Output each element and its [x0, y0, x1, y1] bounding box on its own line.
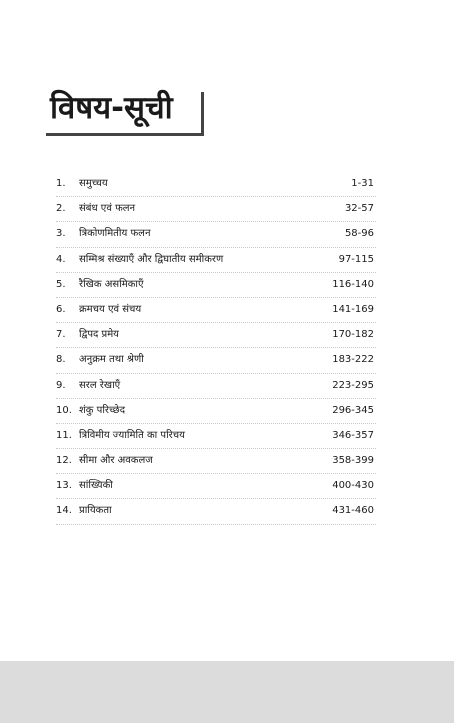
toc-chapter-title: त्रिकोणमितीय फलन — [79, 228, 151, 240]
toc-chapter-title: अनुक्रम तथा श्रेणी — [79, 354, 144, 366]
toc-chapter-title: सांख्यिकी — [79, 480, 113, 492]
toc-page-range: 1-31 — [351, 178, 374, 189]
toc-row[interactable] — [56, 197, 376, 222]
toc-number: 12. — [56, 455, 72, 467]
toc-page-range: 32-57 — [344, 203, 374, 215]
toc-row[interactable] — [56, 499, 376, 524]
toc-page-range: 223-295 — [332, 379, 374, 391]
toc-chapter-title: त्रिविमीय ज्यामिति का परिचय — [79, 429, 185, 441]
toc-page-range: 58-96 — [344, 228, 374, 240]
toc-page-range: 170-182 — [332, 329, 374, 341]
toc-page-range: 183-222 — [332, 354, 374, 366]
toc-page-range: 97-115 — [338, 253, 374, 265]
toc-chapter-title: सम्मिश्र संख्याएँ और द्विघातीय समीकरण — [79, 253, 224, 265]
toc-number: 8. — [56, 354, 66, 366]
toc-chapter-title: समुच्चय — [79, 178, 108, 189]
toc-number: 9. — [56, 379, 66, 391]
toc-row[interactable] — [56, 474, 376, 499]
toc-number: 11. — [56, 429, 72, 441]
table-of-contents — [56, 172, 376, 525]
toc-chapter-title: संबंध एवं फलन — [79, 203, 136, 215]
toc-number: 7. — [56, 329, 66, 341]
toc-number: 5. — [56, 278, 66, 290]
toc-number: 1. — [56, 178, 66, 189]
toc-number: 14. — [56, 505, 72, 517]
toc-page-range: 431-460 — [332, 505, 374, 517]
toc-number: 3. — [56, 228, 66, 240]
toc-row[interactable] — [56, 323, 376, 348]
toc-page-range: 358-399 — [332, 455, 374, 467]
toc-chapter-title: क्रमचय एवं संचय — [79, 303, 142, 315]
toc-page-range: 116-140 — [332, 278, 374, 290]
toc-page-range: 296-345 — [332, 404, 374, 416]
toc-number: 10. — [56, 404, 72, 416]
toc-page-range: 400-430 — [332, 480, 374, 492]
toc-row[interactable] — [56, 172, 376, 197]
toc-page-range: 141-169 — [332, 303, 374, 315]
toc-number: 2. — [56, 203, 66, 215]
toc-chapter-title: सरल रेखाएँ — [79, 379, 121, 391]
toc-row[interactable] — [56, 374, 376, 399]
toc-chapter-title: द्विपद प्रमेय — [79, 329, 119, 341]
toc-row[interactable] — [56, 222, 376, 247]
toc-chapter-title: प्रायिकता — [79, 505, 112, 517]
toc-page-range: 346-357 — [332, 429, 374, 441]
toc-row[interactable] — [56, 399, 376, 424]
toc-chapter-title: शंकु परिच्छेद — [79, 404, 126, 416]
toc-row[interactable] — [56, 248, 376, 273]
toc-row[interactable] — [56, 449, 376, 474]
page-title: विषय-सूची — [50, 90, 173, 126]
toc-number: 6. — [56, 303, 66, 315]
toc-row[interactable] — [56, 424, 376, 449]
footer-band — [0, 661, 454, 723]
toc-number: 13. — [56, 480, 72, 492]
toc-chapter-title: रैखिक असमिकाएँ — [79, 278, 144, 290]
toc-number: 4. — [56, 253, 66, 265]
toc-row[interactable] — [56, 348, 376, 373]
toc-row[interactable] — [56, 273, 376, 298]
toc-row[interactable] — [56, 298, 376, 323]
toc-chapter-title: सीमा और अवकलज — [79, 455, 153, 467]
